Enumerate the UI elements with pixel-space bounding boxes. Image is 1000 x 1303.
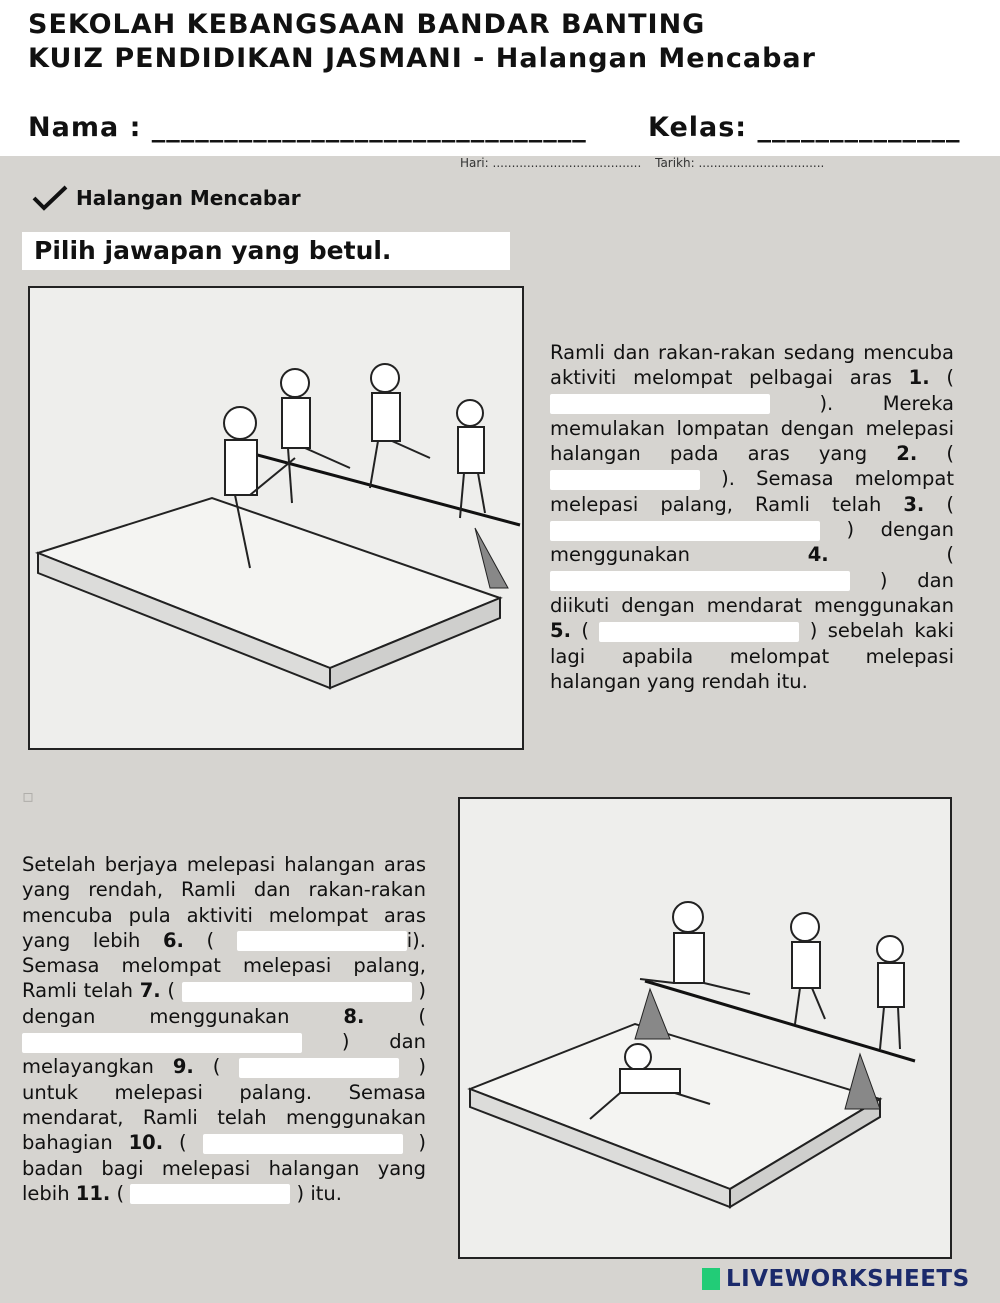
p2-text-7: ) dan melayangkan (22, 1030, 426, 1079)
name-line[interactable]: ______________________________ (151, 112, 587, 143)
hurdle-scene-low (30, 288, 522, 748)
date-field: Tarikh: ................................. (655, 156, 825, 170)
watermark-text: LIVEWORKSHEETS (726, 1266, 970, 1292)
p2-text-10: ( (163, 1131, 203, 1155)
p1-text-5: ). Semasa melompat melepasi palang, Ramli telah (550, 467, 954, 516)
p1-text-8: ( (828, 543, 954, 567)
liveworksheets-logo-icon (702, 1268, 720, 1290)
p1-text-3: ). Mereka memulakan lompatan dengan melepasi halangan pada aras yang (550, 391, 954, 466)
name-label: Nama : (28, 112, 142, 143)
blank-10-number: 10. (128, 1131, 164, 1155)
p2-text-3: i). Semasa melompat melepasi palang, Ramli telah (22, 928, 426, 1003)
p1-text-11: ) sebelah kaki lagi apabila melompat melepasi halangan yang rendah itu. (550, 619, 954, 693)
p2-text-2: ( (183, 928, 237, 952)
blank-5-number: 5. (550, 619, 571, 643)
section-heading (32, 184, 301, 212)
blank-1-number: 1. (908, 366, 930, 390)
hurdle-scene-high (460, 799, 950, 1257)
worksheet-header (28, 8, 816, 76)
p2-text-5: ) dengan menggunakan (22, 979, 426, 1028)
liveworksheets-watermark (702, 1266, 970, 1292)
answer-blank-3[interactable] (550, 521, 820, 541)
day-field: Hari: ....................................... (460, 156, 642, 170)
date-line (460, 156, 834, 170)
p2-text-4: ( (160, 979, 182, 1003)
blank-4-number: 4. (807, 543, 829, 567)
blank-7-number: 7. (139, 979, 161, 1003)
blank-6-number: 6. (162, 928, 184, 952)
class-label: Kelas: (648, 112, 748, 143)
p1-text-10: ( (570, 619, 600, 643)
answer-blank-1[interactable] (550, 394, 770, 414)
answer-blank-7[interactable] (182, 982, 412, 1002)
school-name: SEKOLAH KEBANGSAAN BANDAR BANTING (28, 9, 706, 40)
low-hurdle-illustration (28, 286, 524, 750)
name-field[interactable] (28, 112, 587, 143)
answer-blank-8[interactable] (22, 1033, 302, 1053)
quiz-title: KUIZ PENDIDIKAN JASMANI - Halangan Mencabar (28, 43, 816, 74)
p2-text-11: ) badan bagi melepasi halangan yang lebih (22, 1131, 426, 1205)
p1-text-9: ) dan diikuti dengan mendarat menggunakan (550, 568, 954, 617)
instruction: Pilih jawapan yang betul. (34, 236, 392, 265)
p2-text-12: ( (110, 1181, 131, 1205)
paragraph-1 (550, 340, 954, 694)
p2-text-13: ) itu. (290, 1181, 342, 1205)
blank-9-number: 9. (172, 1055, 194, 1079)
p1-text-2: ( (929, 366, 954, 390)
answer-blank-5[interactable] (599, 622, 799, 642)
section-title: Halangan Mencabar (76, 186, 301, 210)
checkmark-icon (32, 184, 68, 212)
answer-blank-4[interactable] (550, 571, 850, 591)
blank-8-number: 8. (343, 1004, 365, 1028)
answer-blank-9[interactable] (239, 1058, 399, 1078)
answer-blank-2[interactable] (550, 470, 700, 490)
p1-text-1: Ramli dan rakan-rakan sedang mencuba aktiviti melompat pelbagai aras (550, 341, 954, 390)
blank-2-number: 2. (896, 442, 918, 466)
p1-text-6: ( (924, 492, 954, 516)
p2-text-6: ( (364, 1004, 426, 1028)
paragraph-2 (22, 852, 426, 1206)
p2-text-9: ) untuk melepasi palang. Semasa mendarat, Ramli telah menggunakan bahagian (22, 1055, 426, 1155)
blank-3-number: 3. (903, 492, 925, 516)
p1-text-4: ( (917, 442, 954, 466)
p2-text-8: ( (193, 1055, 240, 1079)
answer-blank-10[interactable] (203, 1134, 403, 1154)
p2-text-1: Setelah berjaya melepasi halangan aras yang rendah, Ramli dan rakan-rakan mencuba pula aktiviti melompat aras yang lebih (22, 853, 426, 952)
class-line[interactable]: ______________ (757, 112, 961, 143)
answer-blank-6[interactable] (237, 931, 407, 951)
high-hurdle-illustration (458, 797, 952, 1259)
blank-11-number: 11. (75, 1181, 111, 1205)
class-field[interactable] (648, 112, 961, 143)
p1-text-7: ) dengan menggunakan (550, 518, 954, 567)
answer-blank-11[interactable] (130, 1184, 290, 1204)
background-decoration: ▫ (22, 786, 35, 807)
